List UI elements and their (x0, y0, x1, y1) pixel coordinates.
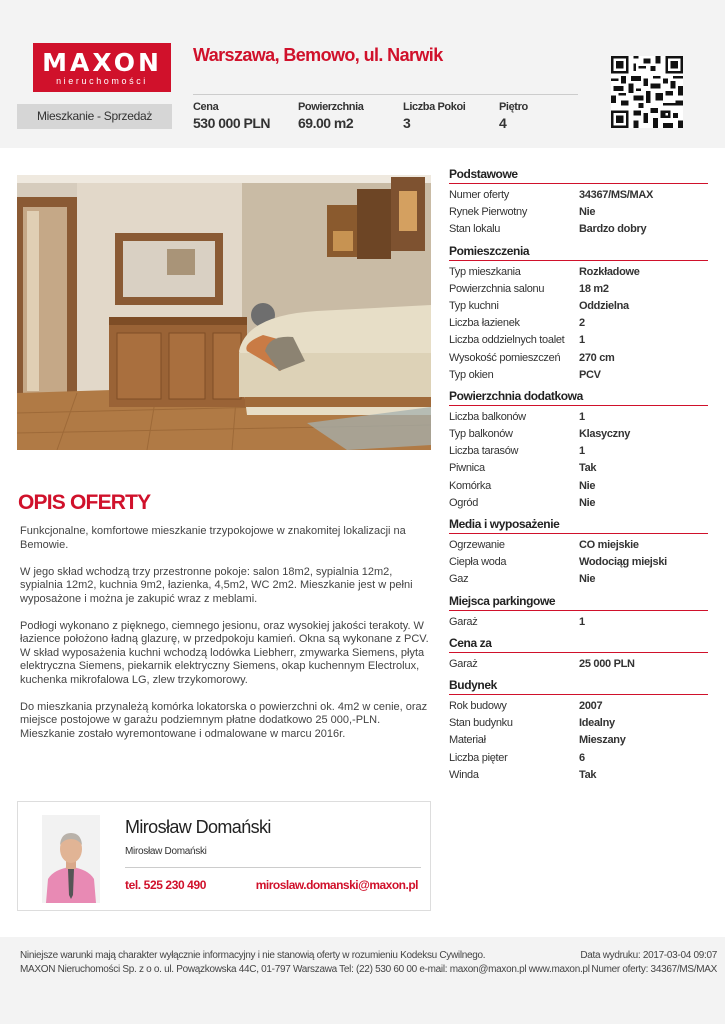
details-row (449, 656, 708, 673)
details-value: 6 (579, 751, 585, 764)
listing-type-badge: Mieszkanie - Sprzedaż (17, 104, 172, 129)
details-key: Liczba tarasów (449, 445, 519, 458)
details-section (449, 167, 708, 239)
details-value: 1 (579, 445, 585, 458)
details-key: Winda (449, 768, 479, 781)
agent-phone-link[interactable]: tel. 525 230 490 (125, 878, 207, 892)
details-value: 18 m2 (579, 282, 609, 295)
property-photo[interactable] (17, 175, 431, 450)
details-row (449, 443, 708, 460)
details-row (449, 460, 708, 477)
details-value: Nie (579, 496, 596, 509)
details-row (449, 281, 708, 298)
stat-label: Liczba Pokoi (403, 101, 466, 113)
description-paragraph: W jego skład wchodzą trzy przestronne pokoje: salon 18m2, sypialnia 12m2, sypialnia 12m2, kuchnia 9m2, łazienka, 4,5m2, WC 2m2. Mieszkanie jest w pełni wyposażone i można je zakupić wraz z meblami. (20, 565, 413, 605)
details-key: Typ kuchni (449, 299, 499, 312)
details-key: Stan budynku (449, 717, 513, 730)
details-value: 1 (579, 410, 585, 423)
footer-line: MAXON Nieruchomości Sp. z o o. ul. Powązkowska 44C, 01-797 Warszawa Tel: (22) 530 60 00 e-mail: maxon@maxon.pl www.maxon.pl (20, 964, 590, 975)
details-row (449, 767, 708, 784)
stat-value: 3 (403, 115, 411, 131)
details-row (449, 495, 708, 512)
details-section (449, 244, 708, 384)
stat-rooms (403, 101, 465, 131)
footer-print-date: Data wydruku: 2017-03-04 09:07 (580, 950, 717, 961)
details-row (449, 367, 708, 384)
footer-line: Niniejsze warunki mają charakter wyłącznie informacyjny i nie stanowią oferty w rozumieniu Kodeksu Cywilnego. (20, 950, 486, 961)
details-value: CO miejskie (579, 539, 639, 551)
details-key: Liczba pięter (449, 751, 508, 764)
details-key: Ogród (449, 496, 479, 509)
stat-label: Cena (193, 101, 219, 113)
details-section (449, 636, 708, 673)
details-row (449, 554, 708, 571)
details-value: Wodociąg miejski (579, 556, 667, 569)
stat-area (298, 101, 364, 131)
details-row (449, 332, 708, 349)
details-value: Tak (579, 462, 597, 475)
details-row (449, 715, 708, 732)
details-row (449, 187, 708, 204)
stat-label: Powierzchnia (298, 101, 364, 113)
details-key: Numer oferty (449, 189, 509, 201)
details-row (449, 426, 708, 443)
details-key: Rynek Pierwotny (449, 206, 528, 219)
details-key: Powierzchnia salonu (449, 282, 545, 295)
details-key: Komórka (449, 479, 491, 492)
details-value: Idealny (579, 717, 615, 730)
details-row (449, 409, 708, 426)
details-panel (449, 167, 708, 789)
logo-brand: MAXON (42, 48, 162, 77)
details-row (449, 537, 708, 554)
details-section-title: Media i wyposażenie (449, 517, 708, 534)
details-row (449, 614, 708, 631)
agent-subtitle: Mirosław Domański (125, 846, 207, 857)
details-row (449, 315, 708, 332)
details-key: Stan lokalu (449, 223, 501, 236)
stat-price (193, 101, 270, 131)
details-key: Liczba oddzielnych toalet (449, 334, 565, 347)
agent-email-link[interactable]: miroslaw.domanski@maxon.pl (255, 878, 418, 892)
details-key: Typ okien (449, 368, 494, 381)
details-row (449, 298, 708, 315)
details-key: Wysokość pomieszczeń (449, 351, 561, 364)
stat-value: 530 000 PLN (193, 115, 270, 131)
details-value: Nie (579, 206, 596, 219)
details-row (449, 750, 708, 767)
details-key: Rok budowy (449, 699, 507, 712)
description-paragraph: Podłogi wykonano z pięknego, ciemnego jesionu, oraz wysokiej jakości terakoty. W łazience położono ładną glazurę, w przedpokoju kamień. Okna są wykonane z PCV. W skład wyposażenia kuchni wchodzą lodówka Liebherr, zmywarka Siemens, płyta elektryczna Siemens, piekarnik elektryczny Siemens, okap kuchennym Electrolux, kuchenka mikrofalowa LG, zlew trzykomorowy. (20, 619, 429, 686)
details-row (449, 698, 708, 715)
footer-offer-number: Numer oferty: 34367/MS/MAX (591, 964, 717, 975)
details-section (449, 594, 708, 631)
header (0, 0, 725, 148)
agent-card (17, 801, 431, 911)
details-value: 2 (579, 317, 585, 330)
agent-photo (42, 815, 100, 903)
details-row (449, 350, 708, 367)
description-paragraph: Do mieszkania przynależą komórka lokatorska o powierzchni ok. 4m2 w cenie, oraz miejsce postojowe w garażu podziemnym płatne dodatkowo 25 000,-PLN. Mieszkanie zostało wyremontowane i odmalowane w marcu 2016r. (20, 700, 428, 740)
details-value: Oddzielna (579, 299, 629, 312)
details-section-title: Pomieszczenia (449, 244, 708, 261)
maxon-logo[interactable] (33, 43, 171, 92)
details-key: Ciepła woda (449, 556, 507, 569)
details-key: Liczba balkonów (449, 410, 526, 423)
footer-meta (580, 949, 717, 977)
details-key: Gaz (449, 573, 469, 586)
details-key: Liczba łazienek (449, 317, 520, 330)
stat-value: 69.00 m2 (298, 115, 354, 131)
details-row (449, 732, 708, 749)
details-section-title: Miejsca parkingowe (449, 594, 708, 611)
details-row (449, 571, 708, 588)
details-key: Typ balkonów (449, 428, 513, 441)
details-value: 1 (579, 334, 585, 347)
details-section-title: Powierzchnia dodatkowa (449, 389, 708, 406)
details-row (449, 204, 708, 221)
details-row (449, 478, 708, 495)
details-key: Piwnica (449, 462, 485, 475)
details-value: Bardzo dobry (579, 223, 647, 236)
details-key: Garaż (449, 657, 478, 670)
agent-name: Mirosław Domański (125, 817, 271, 837)
footer (0, 937, 725, 1024)
details-section (449, 389, 708, 512)
details-value: Klasyczny (579, 428, 631, 441)
details-value: Nie (579, 479, 596, 492)
details-value: Tak (579, 768, 597, 781)
details-section-title: Cena za (449, 636, 708, 653)
details-value: 25 000 PLN (579, 657, 635, 670)
details-row (449, 264, 708, 281)
stat-value: 4 (499, 115, 507, 131)
logo-subtitle: nieruchomości (56, 76, 148, 86)
details-section (449, 678, 708, 784)
property-address: Warszawa, Bemowo, ul. Narwik (193, 45, 443, 65)
details-value: 1 (579, 615, 585, 628)
stat-floor (499, 101, 528, 131)
description-body (20, 525, 430, 755)
details-key: Garaż (449, 615, 478, 628)
details-section-title: Budynek (449, 678, 708, 695)
details-key: Materiał (449, 734, 486, 747)
header-divider (193, 94, 578, 95)
details-key: Typ mieszkania (449, 265, 521, 278)
details-section-title: Podstawowe (449, 167, 708, 184)
stat-label: Piętro (499, 101, 528, 113)
description-title: OPIS OFERTY (18, 491, 151, 514)
details-value: 34367/MS/MAX (579, 189, 654, 201)
details-value: PCV (579, 368, 601, 381)
details-value: Rozkładowe (579, 265, 640, 278)
description-paragraph: Funkcjonalne, komfortowe mieszkanie trzypokojowe w znakomitej lokalizacji na Bemowie. (20, 525, 406, 551)
details-section (449, 517, 708, 589)
footer-disclaimer (20, 949, 590, 977)
details-row (449, 221, 708, 238)
details-key: Ogrzewanie (449, 539, 505, 551)
details-value: 2007 (579, 699, 603, 712)
agent-divider (125, 867, 421, 868)
qr-code-icon[interactable] (611, 56, 683, 128)
details-value: Mieszany (579, 734, 626, 747)
details-value: Nie (579, 573, 596, 586)
details-value: 270 cm (579, 351, 615, 364)
